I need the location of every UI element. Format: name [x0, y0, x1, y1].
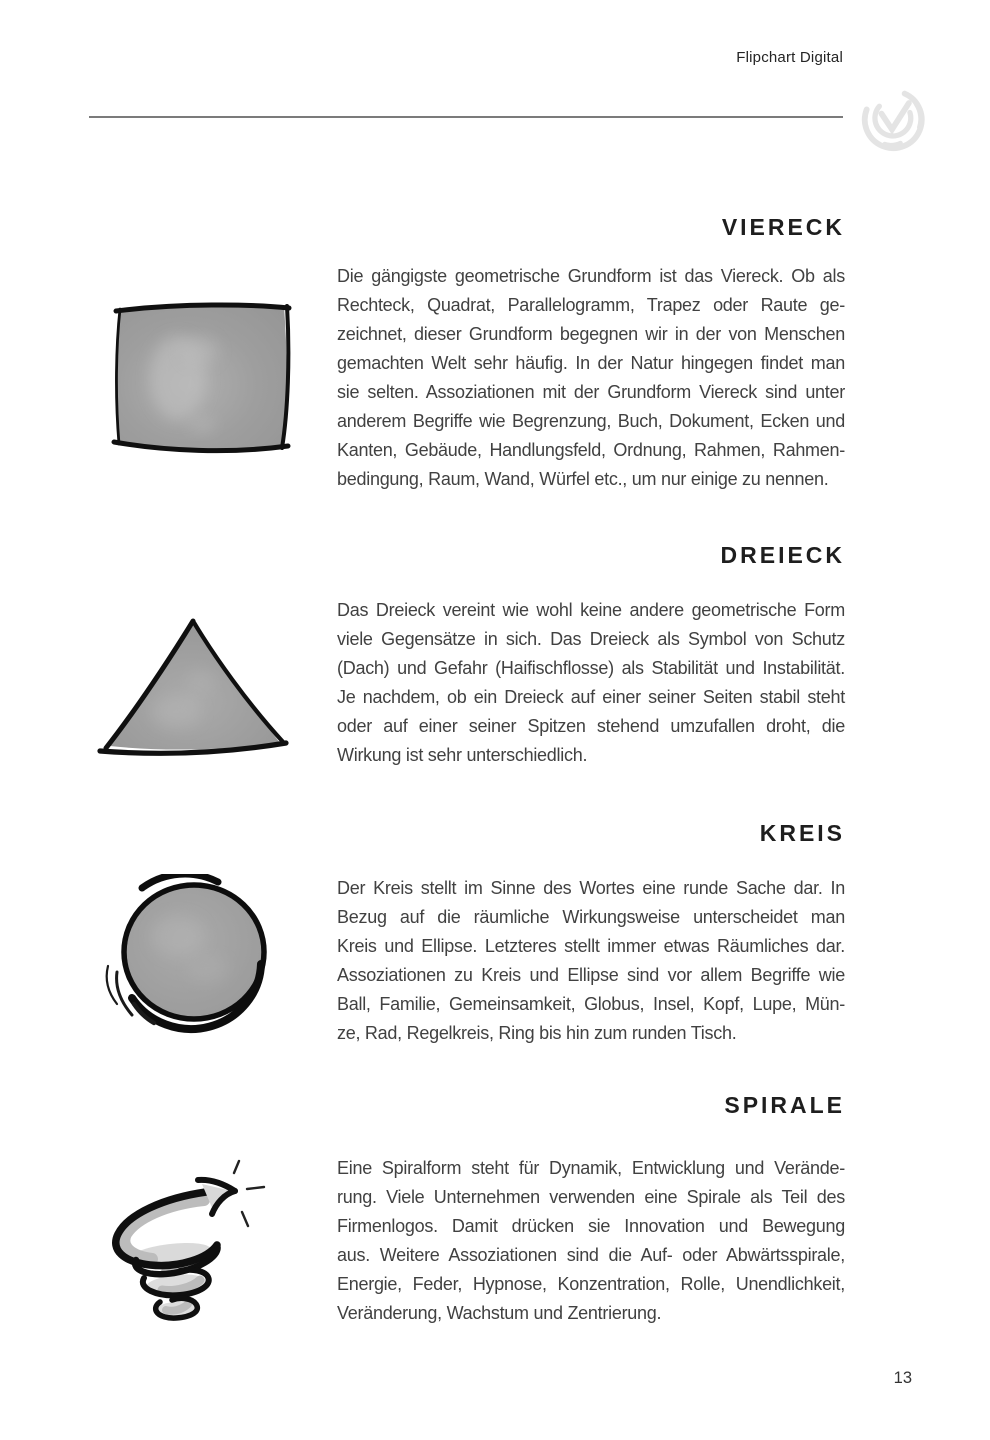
section-heading: KREIS [759, 820, 845, 846]
section-heading: SPIRALE [724, 1092, 845, 1118]
paragraph-line: Das Dreieck vereint wie wohl keine andere geometrische Form [337, 600, 845, 620]
paragraph-line: Bezug auf die räumliche Wirkungsweise unterscheidet man [337, 907, 845, 927]
paragraph-line: bedingung, Raum, Wand, Würfel etc., um nur einige zu nennen. [337, 469, 829, 489]
page-number: 13 [893, 1369, 912, 1387]
paragraph-line: zeichnet, dieser Grundform begegnen wir in der von Menschen [337, 324, 845, 344]
paragraph-line: Rechteck, Quadrat, Parallelogramm, Trapez oder Raute ge- [337, 295, 845, 315]
section-paragraph [337, 262, 845, 494]
paragraph-line: Wirkung ist sehr unterschiedlich. [337, 745, 588, 765]
paragraph-line: Kanten, Gebäude, Handlungsfeld, Ordnung, Rahmen, Rahmen- [337, 440, 845, 460]
circle-shape-icon [98, 874, 273, 1034]
square-shape-icon [110, 296, 292, 458]
brand-logo-icon [853, 82, 931, 160]
triangle-shape-icon [96, 612, 291, 757]
paragraph-line: Veränderung, Wachstum und Zentrierung. [337, 1303, 662, 1323]
paragraph-line: Die gängigste geometrische Grundform ist das Viereck. Ob als [337, 266, 845, 286]
paragraph-line: rung. Viele Unternehmen verwenden eine Spirale als Teil des [337, 1187, 845, 1207]
paragraph-line: Assoziationen zu Kreis und Ellipse sind vor allem Begriffe wie [337, 965, 845, 985]
paragraph-line: Der Kreis stellt im Sinne des Wortes eine runde Sache dar. In [337, 878, 845, 898]
paragraph-line: oder auf einer seiner Spitzen stehend umzufallen droht, die [337, 716, 845, 736]
paragraph-line: ze, Rad, Regelkreis, Ring bis hin zum runden Tisch. [337, 1023, 737, 1043]
header-divider [89, 116, 843, 118]
header-brand: Flipchart Digital [736, 49, 843, 66]
paragraph-line: (Dach) und Gefahr (Haifischflosse) als Stabilität und Instabilität. [337, 658, 845, 678]
spiral-shape-icon [100, 1146, 280, 1336]
section-heading: VIERECK [721, 214, 845, 240]
paragraph-line: gemachten Welt sehr häufig. In der Natur hingegen findet man [337, 353, 845, 373]
paragraph-line: viele Gegensätze in sich. Das Dreieck als Symbol von Schutz [337, 629, 845, 649]
paragraph-line: Energie, Feder, Hypnose, Konzentration, Rolle, Unendlichkeit, [337, 1274, 845, 1294]
paragraph-line: Eine Spiralform steht für Dynamik, Entwicklung und Verände- [337, 1158, 845, 1178]
paragraph-line: Firmenlogos. Damit drücken sie Innovation und Bewegung [337, 1216, 845, 1236]
paragraph-line: Kreis und Ellipse. Letzteres stellt immer etwas Räumliches dar. [337, 936, 845, 956]
paragraph-line: sie selten. Assoziationen mit der Grundform Viereck sind unter [337, 382, 845, 402]
paragraph-line: aus. Weitere Assoziationen sind die Auf- oder Abwärtsspirale, [337, 1245, 845, 1265]
paragraph-line: Je nachdem, ob ein Dreieck auf einer seiner Seiten stabil steht [337, 687, 845, 707]
section-paragraph [337, 596, 845, 770]
section-heading: DREIECK [720, 542, 845, 568]
paragraph-line: Ball, Familie, Gemeinsamkeit, Globus, Insel, Kopf, Lupe, Mün- [337, 994, 845, 1014]
section-paragraph [337, 1154, 845, 1328]
paragraph-line: anderem Begriffe wie Begrenzung, Buch, Dokument, Ecken und [337, 411, 845, 431]
section-paragraph [337, 874, 845, 1048]
